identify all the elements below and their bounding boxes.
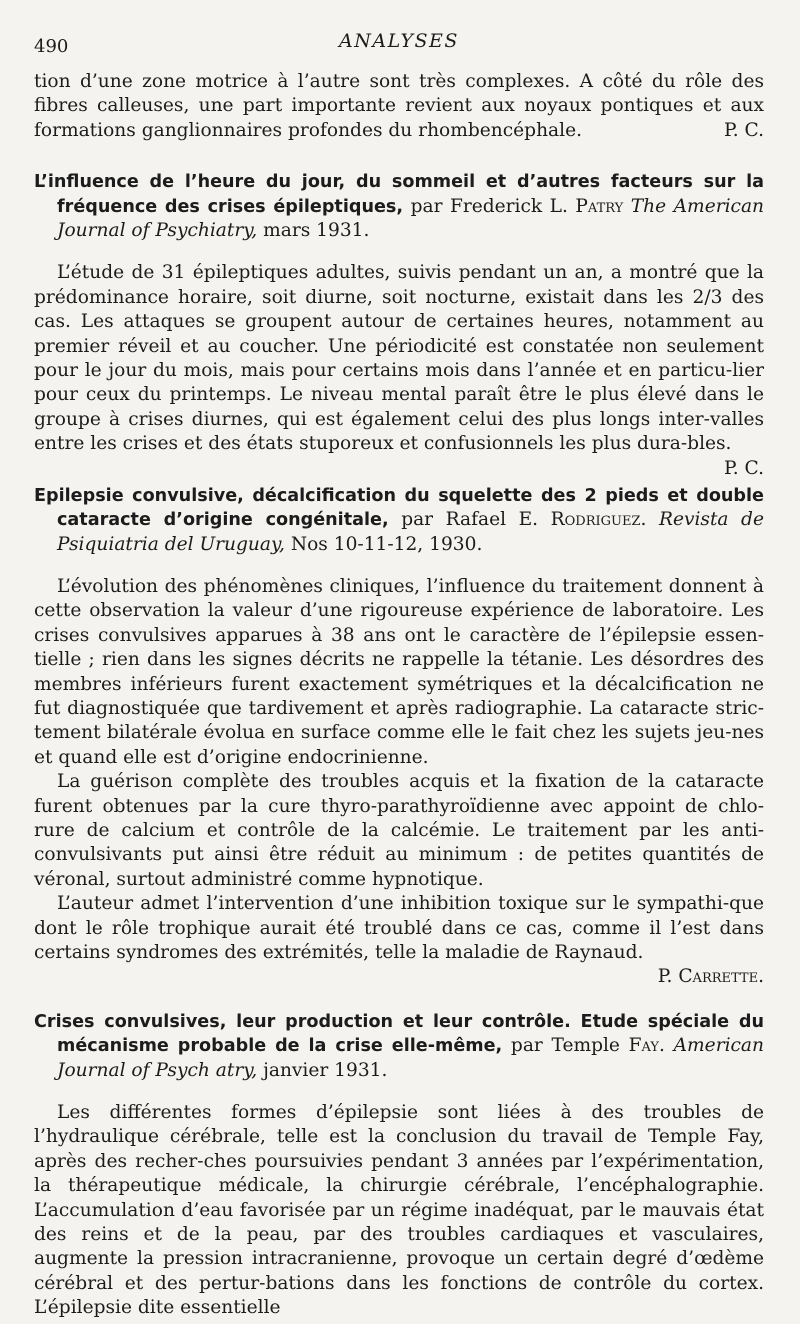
review-paragraph: La guérison complète des troubles acquis et la fixation de la cataracte furent obtenues par la cure thyro-parathyroïdienne avec appoint de chlo-rure de calcium et contrôle de la calcémie. Le traitement par les anti-convulsivants put ainsi être réduit au minimum : de petites quantités de véronal, surtout administré comme hypnotique. bbox=[34, 771, 764, 890]
review-heading bbox=[34, 1010, 764, 1083]
review-patry bbox=[34, 170, 765, 479]
review-heading bbox=[34, 170, 764, 243]
intro-text: tion d’une zone motrice à l’autre sont très complexes. A côté du rôle des fibres calleuses, une part importante revient aux noyaux pontiques et aux formations ganglionnaires profondes du rhombencéphale. bbox=[34, 71, 764, 141]
page bbox=[34, 30, 765, 1319]
review-author-prefix: par Frederick L. bbox=[410, 195, 568, 217]
review-title: Epilepsie convulsive, décalcification du squelette des 2 pieds et double cataracte d’origine congénitale, bbox=[34, 485, 764, 531]
review-author: Patry bbox=[575, 195, 624, 217]
review-paragraph: L’évolution des phénomènes cliniques, l’influence du traitement donnent à cette observation la valeur d’une rigoureuse expérience de laboratoire. Les crises convulsives apparues à 38 ans ont le caractère de l’épilepsie essen-tielle ; rien dans les signes décrits ne rappelle la tétanie. Les désordres des membres inférieurs furent exactement symétriques et la décalcification ne fut diagnostiquée que tardivement et après radiographie. La cataracte stric-tement bilatérale évolua en surface comme elle le fait chez les sujets jeu-nes et quand elle est d’origine endocrinienne. bbox=[34, 575, 764, 768]
running-title: ANALYSES bbox=[339, 30, 459, 52]
intro-review bbox=[34, 70, 764, 143]
review-paragraph bbox=[34, 261, 764, 479]
review-author-prefix: par Temple bbox=[510, 1035, 620, 1057]
review-fay bbox=[34, 1010, 764, 1321]
review-title: L’influence de l’heure du jour, du sommeil et d’autres facteurs sur la fréquence des crises épileptiques, bbox=[34, 172, 764, 217]
review-signature: P. C. bbox=[723, 457, 764, 479]
review-paragraph: Les différentes formes d’épilepsie sont liées à des troubles de l’hydraulique cérébrale, telle est la conclusion du travail de Temple Fay, après des recher-ches poursuivies pendant 3 années par l’expérimentation, la thérapeutique médicale, la chirurgie cérébrale, l’encéphalographie. L’accumulation d’eau favorisée par un régime inadéquat, par le mauvais état des reins et de la peau, par des troubles cardiaques et vasculaires, augmente la pression intracranienne, provoque un certain degré d’œdème cérébral et des pertur-bations dans les fonctions de contrôle du cortex. L’épilepsie dite essentielle bbox=[34, 1102, 764, 1319]
review-heading bbox=[34, 484, 764, 557]
review-journal: Revista de Psiquiatria del Uruguay, bbox=[57, 509, 764, 555]
intro-paragraph bbox=[34, 70, 764, 143]
review-rodriguez bbox=[34, 484, 764, 990]
review-paragraph: L’auteur admet l’intervention d’une inhibition toxique sur le sympathi-que dont le rôle trophique aurait été troublé dans ce cas, comme il l’est dans certains syndromes des extrémités, telle la maladie de Raynaud. bbox=[34, 893, 764, 963]
review-date: janvier 1931. bbox=[263, 1059, 388, 1081]
review-date: mars 1931. bbox=[263, 220, 370, 242]
review-title: Crises convulsives, leur production et leur contrôle. Etude spéciale du mécanisme probable de la crise elle-même, bbox=[34, 1011, 764, 1057]
running-head bbox=[34, 30, 764, 70]
review-author: Rodriguez. bbox=[550, 509, 647, 531]
intro-signature: P. C. bbox=[723, 119, 764, 141]
review-signature-line bbox=[34, 965, 764, 989]
review-journal: The American Journal of Psychiatry, bbox=[57, 195, 765, 242]
review-author-prefix: par Rafael E. bbox=[401, 509, 539, 531]
review-author: Fay. bbox=[628, 1035, 665, 1057]
review-date: Nos 10-11-12, 1930. bbox=[290, 533, 483, 555]
review-body-text: L’étude de 31 épileptiques adultes, suivis pendant un an, a montré que la prédominance horaire, soit diurne, soit nocturne, existait dans les 2/3 des cas. Les attaques se groupent autour de certaines heures, notamment au premier réveil et au coucher. Une périodicité est constatée non seulement pour le jour du mois, mais pour certains mois dans l’année et en particu-lier pour ceux du printemps. Le niveau mental paraît être le plus élevé dans le groupe à crises diurnes, qui est également celui des plus longs inter-valles entre les crises et des états stuporeux et confusionnels les plus dura-bles. bbox=[34, 262, 764, 455]
review-journal: American Journal of Psych atry, bbox=[57, 1035, 764, 1081]
page-number: 490 bbox=[34, 36, 69, 57]
review-signature: P. Carrette. bbox=[657, 966, 764, 988]
